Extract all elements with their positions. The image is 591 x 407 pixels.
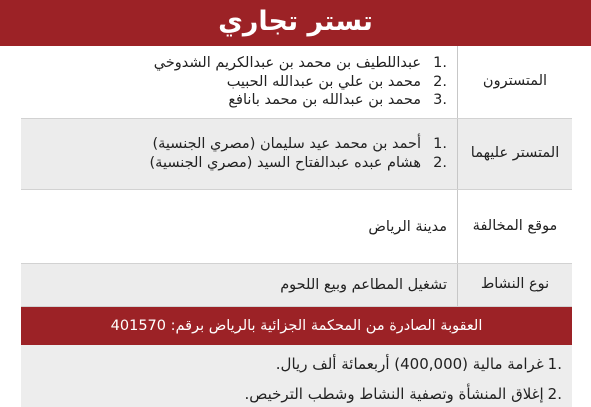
list-item [29,154,447,173]
item-number: .3 [433,92,447,109]
penalty-list [21,345,572,407]
table-row-activity [21,264,572,307]
item-number: .2 [433,73,447,90]
item-text: عبداللطيف بن محمد بن عبدالكريم الشدوخي [153,54,421,71]
item-text: إغلاق المنشأة وتصفية النشاط وشطب الترخيص. [244,385,544,403]
row-label-hidden: المتستر عليهما [457,119,572,189]
item-text: محمد بن علي بن عبدالله الحبيب [226,73,421,90]
item-text: محمد بن عبدالله بن محمد بانافع [228,92,421,109]
page-title: تستر تجاري [218,5,373,37]
item-number: .1 [433,136,447,153]
activity-value: تشغيل المطاعم وبيع اللحوم [280,277,447,293]
table-row-hidden [21,119,572,190]
item-number: .2 [433,155,447,171]
row-label-hiders: المتسترون [457,46,572,118]
location-value: مدينة الرياض [368,218,447,235]
penalty-header-text: العقوبة الصادرة من المحكمة الجزائية بالرياض برقم: 401570 [110,318,483,334]
row-value-location [21,190,457,263]
row-value-hiders [21,46,457,118]
row-label-location: موقع المخالفة [457,190,572,263]
row-value-activity [21,264,457,306]
list-item [29,91,447,110]
case-details-table [21,46,572,307]
row-label-activity: نوع النشاط [457,264,572,306]
list-item [29,73,447,92]
item-text: أحمد بن محمد عيد سليمان (مصري الجنسية) [152,136,421,153]
item-number: .2 [547,385,562,403]
list-item [29,135,447,154]
table-row-location [21,190,572,264]
list-item [29,54,447,73]
row-value-hidden [21,119,457,189]
table-row-hiders [21,46,572,119]
penalty-header [21,307,572,345]
item-number: .1 [547,355,562,373]
penalty-item [276,355,562,373]
item-text: غرامة مالية (400,000) أربعمائة ألف ريال. [275,355,544,373]
item-text: هشام عبده عبدالفتاح السيد (مصري الجنسية) [149,155,421,171]
item-number: .1 [433,54,447,71]
title-banner [0,0,591,46]
penalty-item [244,385,562,403]
